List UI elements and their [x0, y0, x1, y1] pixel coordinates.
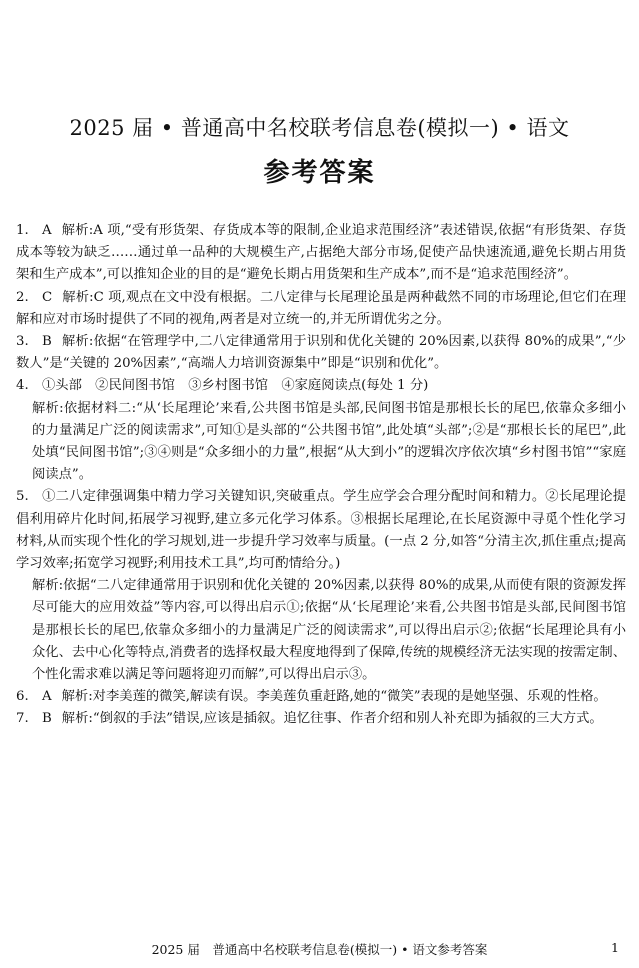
question-number: 2. — [16, 289, 29, 305]
question-analysis: 解析:依据“在管理学中,二八定律通常用于识别和优化关键的 20%因素,以获得 80%的成果”,“少数人”是“关键的 20%因素”,“高端人力培训资源集中”即是“识别和优化”。 — [16, 334, 626, 372]
question-answer: A — [42, 223, 52, 238]
page-subtitle: 参考答案 — [263, 158, 376, 188]
question-answer: ①二八定律强调集中精力学习关键知识,突破重点。学生应学会合理分配时间和精力。②长尾理论提倡利用碎片化时间,拓展学习视野,建立多元化学习体系。③根据长尾理论,在长尾资源中寻觅个性化学习材料,从而实现个性化的学习规划,进一步提升学习效率与质量。(一点 2 分,如答“分清主次,抓住重点;提高学习效率;拓宽学习视野;利用技术工具”,均可酌情给分。) — [16, 489, 626, 572]
question-4 — [16, 375, 626, 397]
question-analysis: 解析:A 项,“受有形货架、存货成本等的限制,企业追求范围经济”表述错误,依据“有形货架、存货成本等较为缺乏……通过单一品种的大规模生产,占据绝大部分市场,促使产品快速流通,避免长期占用货架和生产成本”,可以推知企业的目的是“避免长期占用货架和生产成本”,而不是“追求范围经济”。 — [16, 223, 626, 283]
question-analysis: 解析:C 项,观点在文中没有根据。二八定律与长尾理论虽是两种截然不同的市场理论,但它们在理解和应对市场时提供了不同的视角,两者是对立统一的,并无所谓优劣之分。 — [16, 289, 626, 327]
question-number: 1. — [16, 223, 29, 238]
question-answer: ①头部 ②民间图书馆 ③乡村图书馆 ④家庭阅读点(每处 1 分) — [42, 378, 429, 394]
question-5-analysis: 解析:依据“二八定律通常用于识别和优化关键的 20%因素,以获得 80%的成果,从而使有限的资源发挥尽可能大的应用效益”等内容,可以得出启示①;依据“从‘长尾理论’来看,公共图书馆是头部,民间图书馆是那根长长的尾巴,依靠众多细小的力量满足广泛的阅读需求”,可以得出启示②;依据“长尾理论具有小众化、去中心化等特点,消费者的选择权最大程度地得到了保障,传统的规模经济无法实现的按需定制、个性化需求难以满足等问题将迎刃而解”,可以得出启示③。 — [32, 578, 626, 683]
question-analysis: 解析:“倒叙的手法”错误,应该是插叙。追忆往事、作者介绍和别人补充即为插叙的三大方式。 — [61, 711, 603, 727]
question-number: 5. — [16, 489, 29, 505]
question-number: 7. — [16, 711, 29, 727]
question-1 — [16, 220, 626, 287]
question-answer: B — [42, 334, 52, 350]
question-5 — [16, 486, 626, 575]
footer-text: 2025 届 普通高中名校联考信息卷(模拟一) • 语文参考答案 — [151, 942, 488, 957]
question-3 — [16, 331, 626, 375]
page-footer — [0, 940, 639, 958]
question-number: 6. — [16, 689, 29, 705]
question-4-analysis: 解析:依据材料二:“从‘长尾理论’来看,公共图书馆是头部,民间图书馆是那根长长的尾巴,依靠众多细小的力量满足广泛的阅读需求”,可知①是头部的“公共图书馆”,此处填“头部”;②是“那根长长的尾巴”,此处填“民间图书馆”;③④则是“众多细小的力量”,根据“从大到小”的逻辑次序依次填“乡村图书馆”“家庭阅读点”。 — [32, 400, 626, 483]
question-6 — [16, 686, 626, 708]
question-7 — [16, 708, 626, 730]
question-2 — [16, 287, 626, 331]
question-analysis: 解析:对李美莲的微笑,解读有误。李美莲负重赶路,她的“微笑”表现的是她坚强、乐观的性格。 — [61, 689, 607, 705]
question-answer: A — [42, 689, 52, 705]
question-answer: C — [42, 289, 53, 305]
question-number: 3. — [16, 334, 29, 350]
page-title: 2025 届 • 普通高中名校联考信息卷(模拟一) • 语文 — [69, 116, 570, 140]
question-answer: B — [42, 711, 52, 727]
answer-list — [16, 220, 626, 731]
page-number: 1 — [611, 940, 619, 955]
question-number: 4. — [16, 378, 29, 394]
